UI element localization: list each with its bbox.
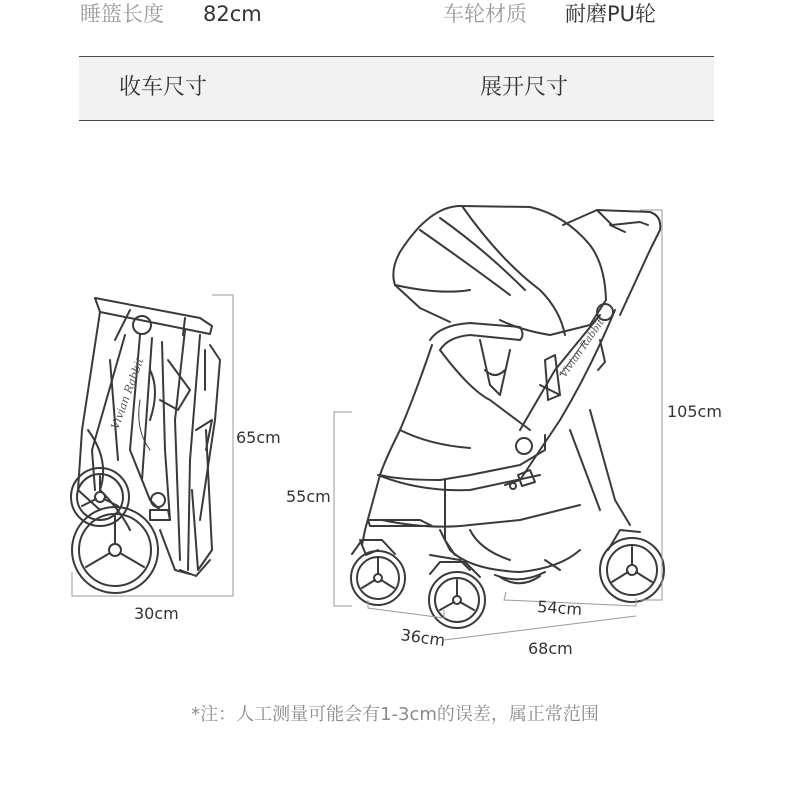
wheel-material-label: 车轮材质 — [443, 2, 527, 26]
unfolded-size-heading: 展开尺寸 — [480, 75, 569, 100]
dimension-lines — [72, 210, 662, 640]
seat-height-label: 55cm — [286, 487, 331, 506]
unfolded-stroller — [351, 206, 664, 628]
folded-size-heading: 收车尺寸 — [119, 75, 208, 100]
rear-width-label: 54cm — [536, 597, 583, 620]
folded-width-label: 30cm — [134, 604, 179, 623]
dimension-diagram — [0, 130, 790, 690]
folded-height-label: 65cm — [236, 428, 281, 447]
front-width-label: 36cm — [399, 625, 447, 651]
unfolded-brand-text: Vivian Rabbit — [558, 317, 607, 380]
folded-stroller — [71, 298, 220, 593]
wheel-material-value: 耐磨PU轮 — [565, 2, 657, 26]
bassinet-length-value: 82cm — [203, 2, 262, 26]
dimension-header — [79, 56, 714, 121]
total-height-label: 105cm — [667, 402, 722, 421]
measurement-note: *注：人工测量可能会有1-3cm的误差，属正常范围 — [191, 704, 599, 725]
bassinet-length-label: 睡篮长度 — [80, 2, 164, 26]
length-label: 68cm — [528, 639, 573, 658]
spec-row — [0, 0, 790, 40]
folded-brand-text: Vivian Rabbit — [108, 355, 147, 432]
